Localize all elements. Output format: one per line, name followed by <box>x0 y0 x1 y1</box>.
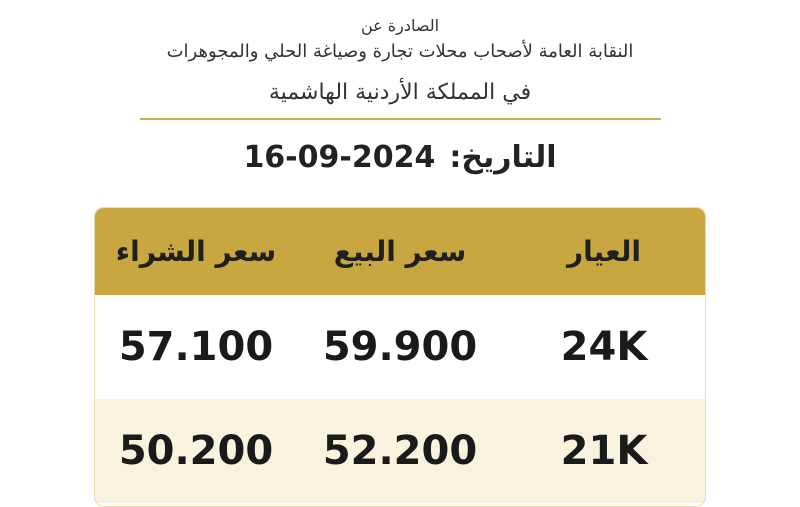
table-header <box>94 207 706 295</box>
date-label: التاريخ: <box>449 140 557 175</box>
header-buy-price: سعر الشراء <box>115 234 277 268</box>
date-row <box>0 140 800 175</box>
karat-cell: 21K <box>560 428 648 474</box>
date-value: 16-09-2024 <box>243 140 436 175</box>
header-sell-price: سعر البيع <box>333 234 467 268</box>
gold-price-table <box>94 207 706 507</box>
karat-cell: 24K <box>560 324 648 370</box>
sell-price-cell: 59.900 <box>322 324 478 370</box>
buy-price-cell: 57.100 <box>118 324 274 370</box>
table-row <box>94 295 706 399</box>
header-divider <box>140 118 661 120</box>
buy-price-cell: 50.200 <box>118 428 274 474</box>
table-row <box>94 399 706 503</box>
sell-price-cell: 52.200 <box>322 428 478 474</box>
country-name: في المملكة الأردنية الهاشمية <box>268 80 532 105</box>
header-karat: العيار <box>567 234 641 268</box>
syndicate-name: النقابة العامة لأصحاب محلات تجارة وصياغة الحلي والمجوهرات <box>166 41 634 62</box>
issued-by-text: الصادرة عن <box>360 16 440 35</box>
